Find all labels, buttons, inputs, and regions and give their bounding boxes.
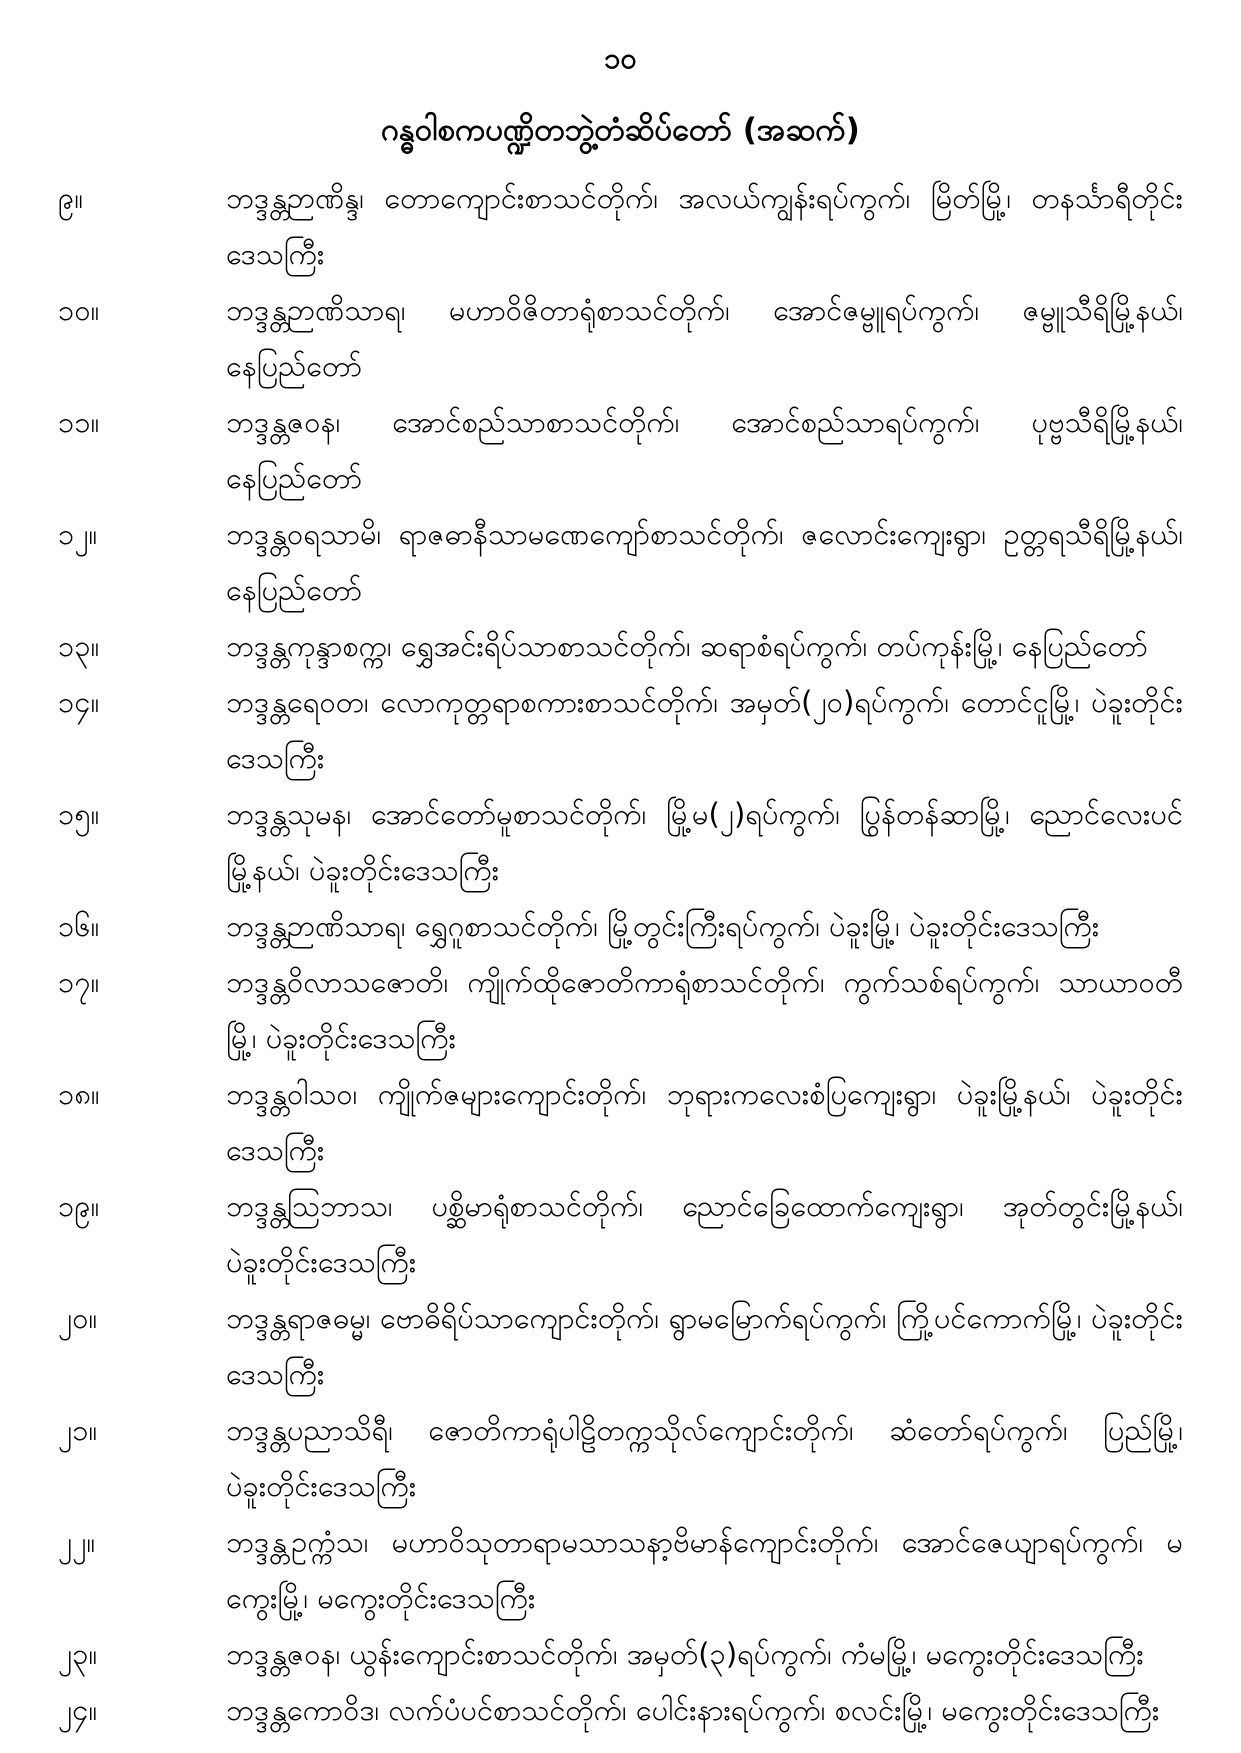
entry-number: ၂၄။ bbox=[58, 1693, 98, 1727]
entry-number: ၁၈။ bbox=[58, 1077, 100, 1111]
entry-number: ၁၀။ bbox=[58, 293, 100, 327]
entry-number: ၂၃။ bbox=[58, 1637, 98, 1671]
entry-text: ဘဒ္ဒန္တသုမန၊ အောင်တော်မူစာသင်တိုက်၊ မြို့မ(၂)ရပ်ကွက်၊ ပြွန်တန်ဆာမြို့၊ ညောင်လေးပင်မြို့နယ်၊ ပဲခူးတိုင်းဒေသကြီး bbox=[226, 797, 1183, 887]
entry-text: ဘဒ္ဒန္တဝရသာမိ၊ ရာဇဓာနီသာမဏေကျော်စာသင်တိုက်၊ ဇလောင်းကျေးရွာ၊ ဥတ္တရသီရိမြို့နယ်၊ နေပြည်တော် bbox=[226, 517, 1183, 607]
list-item bbox=[58, 394, 1183, 506]
entry-text: ဘဒ္ဒန္တကောဝိဒ၊ လက်ပံပင်စာသင်တိုက်၊ ပေါင်းနားရပ်ကွက်၊ စလင်းမြို့၊ မကွေးတိုင်းဒေသကြီး bbox=[226, 1693, 1160, 1727]
entry-text: ဘဒ္ဒန္တဉာဏိသာရ၊ မဟာဝိဇိတာရုံစာသင်တိုက်၊ အောင်ဇမ္ဗူရပ်ကွက်၊ ဇမ္ဗူသီရိမြို့နယ်၊ နေပြည်တော် bbox=[226, 293, 1183, 383]
list-item bbox=[58, 786, 1183, 898]
entry-text: ဘဒ္ဒန္တဩဘာသ၊ ပစ္ဆိမာရုံစာသင်တိုက်၊ ညောင်ခြေထောက်ကျေးရွာ၊ အုတ်တွင်းမြို့နယ်၊ ပဲခူးတိုင်းဒေသကြီး bbox=[226, 1189, 1183, 1279]
entry-text: ဘဒ္ဒန္တပညာသိရီ၊ ဇောတိကာရုံပါဠိတက္ကသိုလ်ကျောင်းတိုက်၊ ဆံတော်ရပ်ကွက်၊ ပြည်မြို့၊ ပဲခူးတိုင်းဒေသကြီး bbox=[226, 1413, 1183, 1503]
entry-number: ၂၀။ bbox=[58, 1301, 98, 1335]
entry-text: ဘဒ္ဒန္တဉာဏိသာရ၊ ရွှေဂူစာသင်တိုက်၊ မြို့တွင်းကြီးရပ်ကွက်၊ ပဲခူးမြို့၊ ပဲခူးတိုင်းဒေသကြီး bbox=[226, 909, 1100, 943]
entry-text: ဘဒ္ဒန္တရေဝတ၊ လောကုတ္တရာစကားစာသင်တိုက်၊ အမှတ်(၂၀)ရပ်ကွက်၊ တောင်ငူမြို့၊ ပဲခူးတိုင်းဒေသကြီး bbox=[226, 685, 1183, 775]
entry-number: ၁၄။ bbox=[58, 685, 100, 719]
entry-text: ဘဒ္ဒန္တဉာဏိန္ဒ၊ တောကျောင်းစာသင်တိုက်၊ အလယ်ကျွန်းရပ်ကွက်၊ မြိတ်မြို့၊ တနင်္သာရီတိုင်းဒေသကြီး bbox=[226, 181, 1183, 271]
list-item bbox=[58, 282, 1183, 394]
page-number: ၁၀ bbox=[604, 41, 637, 75]
list-item bbox=[58, 1066, 1183, 1178]
document-title: ဂန္ဓဝါစကပဏ္ဍိတဘွဲ့တံဆိပ်တော် (အဆက်) bbox=[381, 112, 860, 148]
list-item bbox=[58, 618, 1183, 674]
list-item bbox=[58, 1402, 1183, 1514]
entry-number: ၁၂။ bbox=[58, 517, 98, 551]
list-item bbox=[58, 898, 1183, 954]
entry-text: ဘဒ္ဒန္တဥက္ကံသ၊ မဟာဝိသုတာရာမသာသနာ့ဗိမာန်ကျောင်းတိုက်၊ အောင်ဇေယျာရပ်ကွက်၊ မကွေးမြို့၊ မကွေးတိုင်းဒေသကြီး bbox=[226, 1525, 1183, 1615]
entry-number: ၁၆။ bbox=[58, 909, 100, 943]
list-item bbox=[58, 1514, 1183, 1626]
entry-text: ဘဒ္ဒန္တရာဇဓမ္မ၊ ဗောဓိရိပ်သာကျောင်းတိုက်၊ ရွာမမြောက်ရပ်ကွက်၊ ကြို့ပင်ကောက်မြို့၊ ပဲခူးတိုင်းဒေသကြီး bbox=[226, 1301, 1183, 1391]
list-item bbox=[58, 674, 1183, 786]
entry-number: ၂၁။ bbox=[58, 1413, 98, 1447]
entry-list bbox=[58, 170, 1183, 1738]
list-item bbox=[58, 1178, 1183, 1290]
entry-number: ၁၉။ bbox=[58, 1189, 100, 1223]
entry-number: ၉။ bbox=[58, 181, 84, 215]
list-item bbox=[58, 1626, 1183, 1682]
list-item bbox=[58, 954, 1183, 1066]
entry-number: ၂၂။ bbox=[58, 1525, 96, 1559]
list-item bbox=[58, 1290, 1183, 1402]
entry-number: ၁၅။ bbox=[58, 797, 100, 831]
list-item bbox=[58, 506, 1183, 618]
entry-number: ၁၇။ bbox=[58, 965, 100, 999]
list-item bbox=[58, 170, 1183, 282]
entry-number: ၁၁။ bbox=[58, 405, 100, 439]
entry-text: ဘဒ္ဒန္တဝိလာသဇောတိ၊ ကျိုက်ထိုဇောတိကာရုံစာသင်တိုက်၊ ကွက်သစ်ရပ်ကွက်၊ သာယာဝတီမြို့၊ ပဲခူးတိုင်းဒေသကြီး bbox=[226, 965, 1183, 1055]
entry-number: ၁၃။ bbox=[58, 629, 100, 663]
list-item bbox=[58, 1682, 1183, 1738]
entry-text: ဘဒ္ဒန္တဝါသဝ၊ ကျိုက်ဇများကျောင်းတိုက်၊ ဘုရားကလေးစံပြကျေးရွာ၊ ပဲခူးမြို့နယ်၊ ပဲခူးတိုင်းဒေသကြီး bbox=[226, 1077, 1183, 1167]
entry-text: ဘဒ္ဒန္တဇဝန၊ အောင်စည်သာစာသင်တိုက်၊ အောင်စည်သာရပ်ကွက်၊ ပုဗ္ဗသီရိမြို့နယ်၊ နေပြည်တော် bbox=[226, 405, 1183, 495]
entry-text: ဘဒ္ဒန္တဇဝန၊ ယွန်းကျောင်းစာသင်တိုက်၊ အမှတ်(၃)ရပ်ကွက်၊ ကံမမြို့၊ မကွေးတိုင်းဒေသကြီး bbox=[226, 1637, 1144, 1671]
entry-text: ဘဒ္ဒန္တကုန္ဒာစက္က၊ ရွှေအင်းရိပ်သာစာသင်တိုက်၊ ဆရာစံရပ်ကွက်၊ တပ်ကုန်းမြို့၊ နေပြည်တော် bbox=[226, 629, 1148, 663]
